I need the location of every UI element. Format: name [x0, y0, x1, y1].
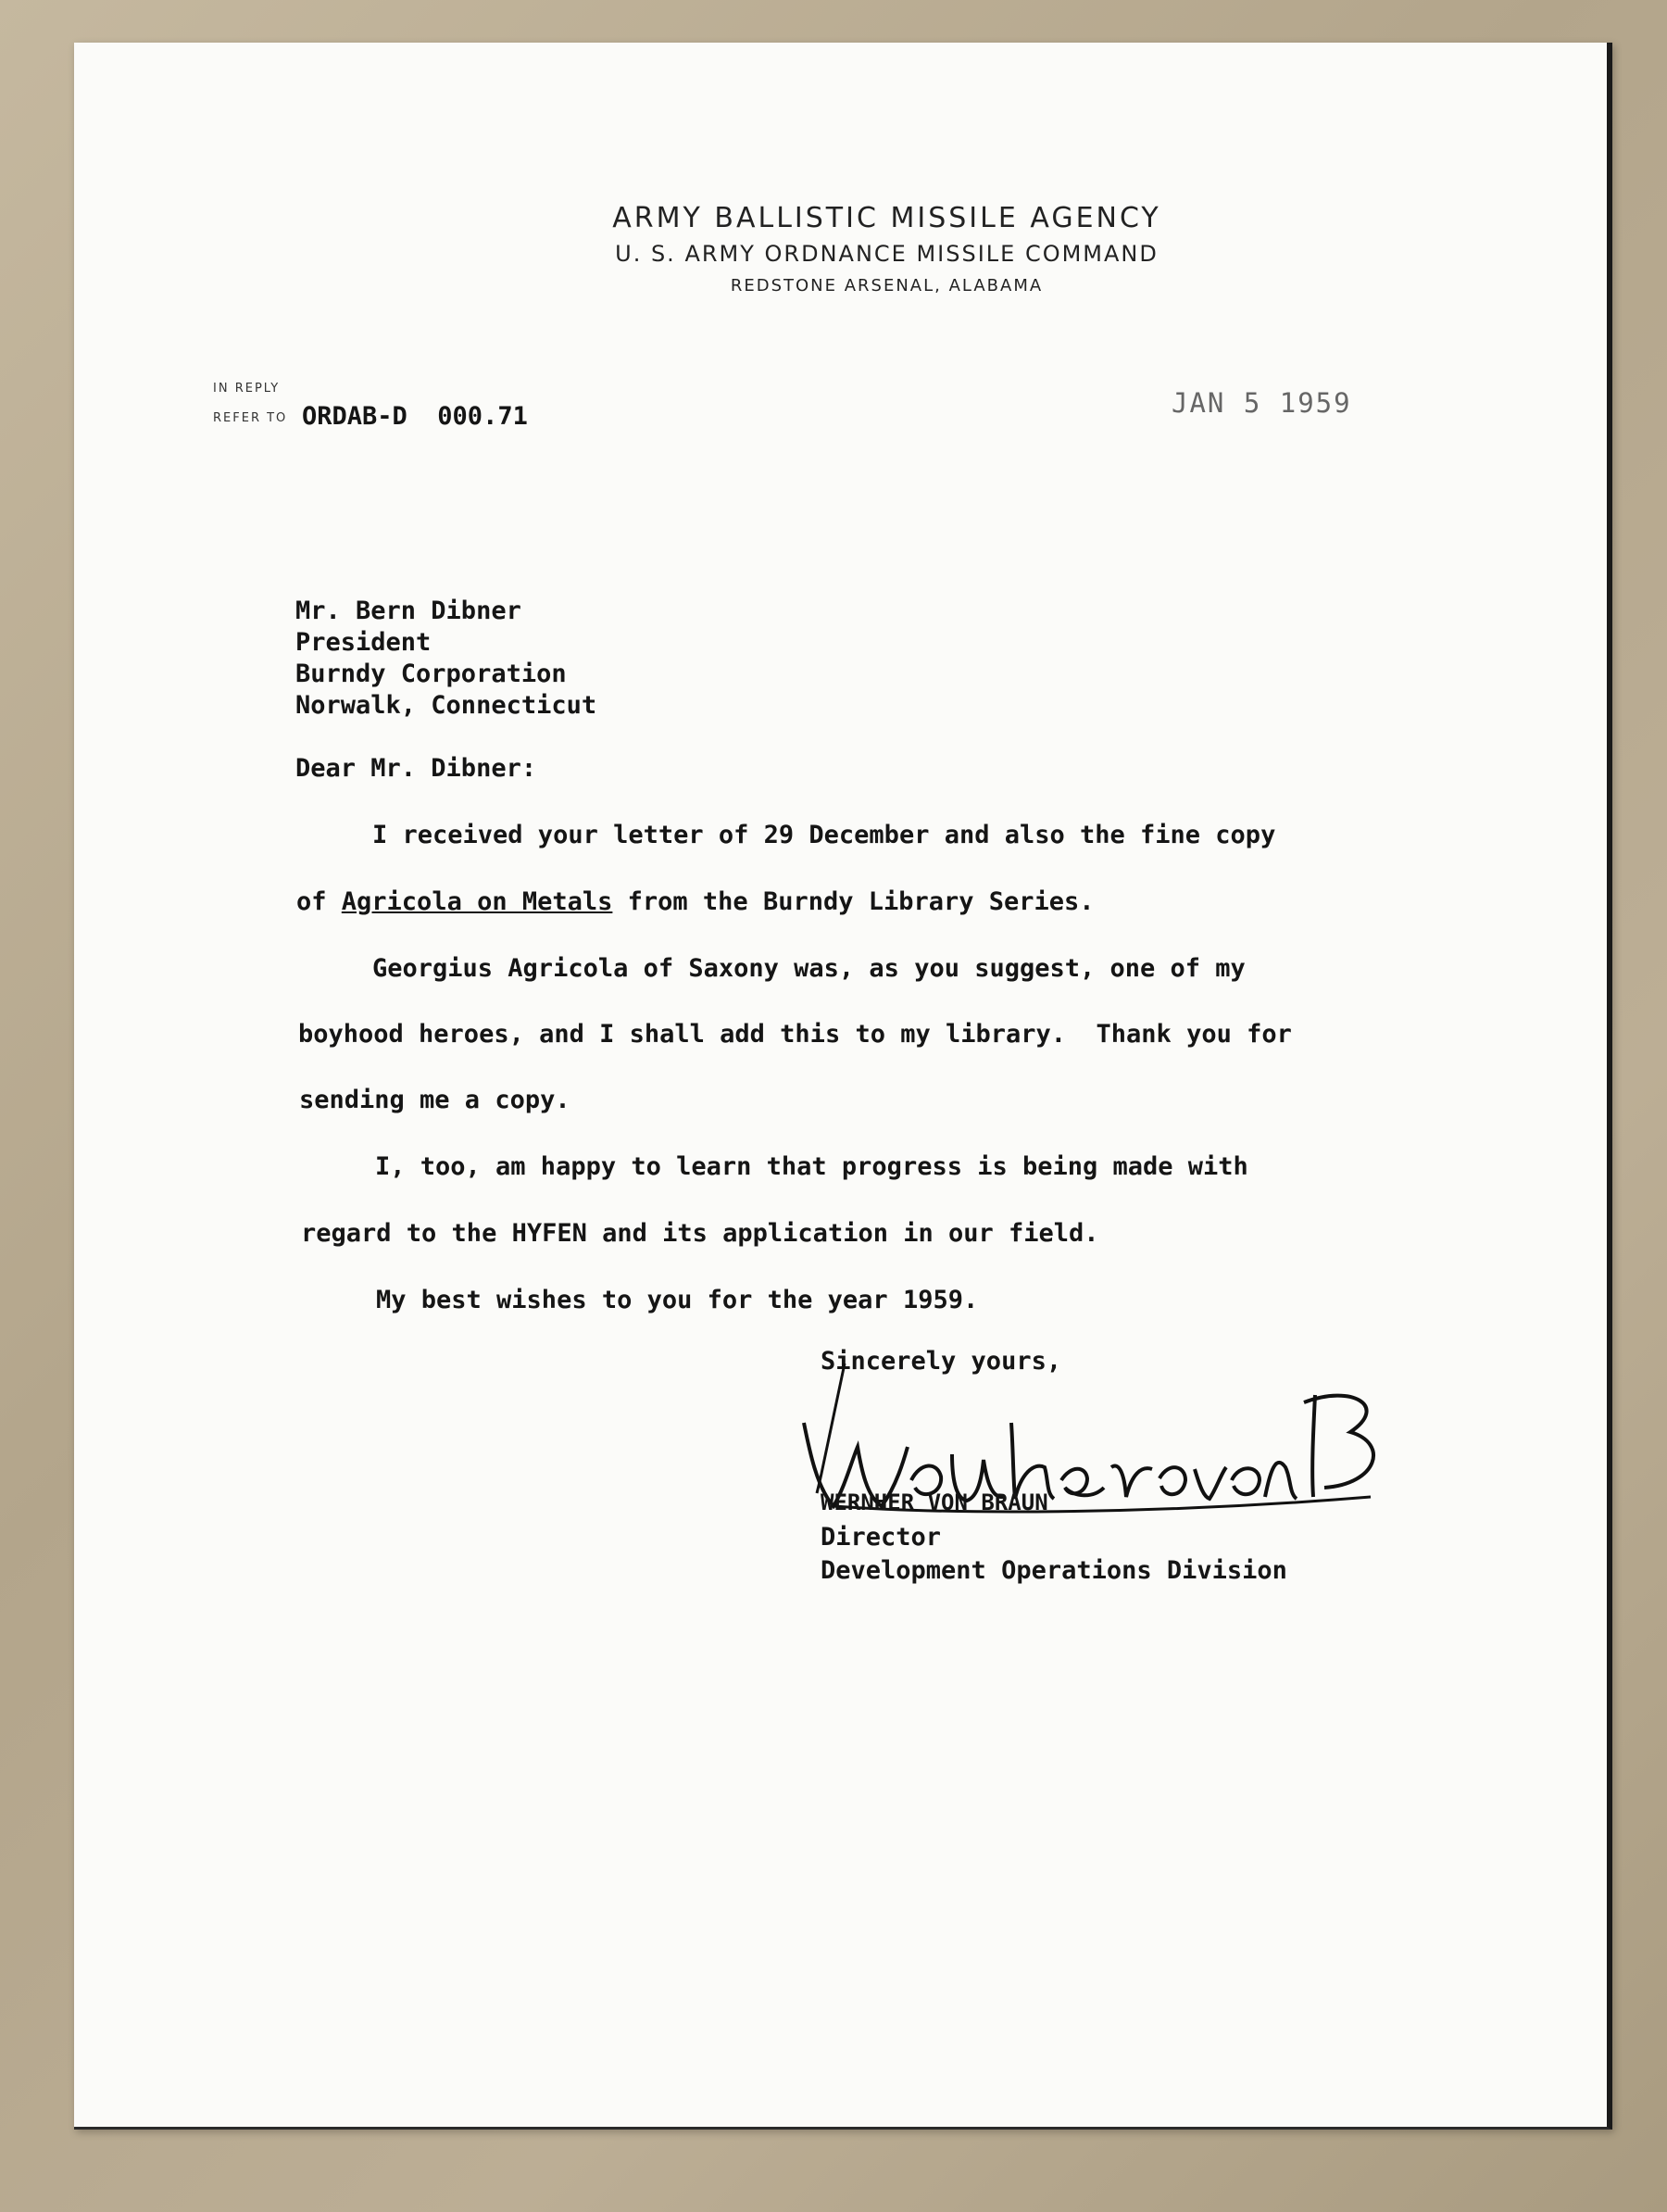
refer-to-label: REFER TO	[213, 411, 288, 425]
recipient-company: Burndy Corporation	[295, 660, 567, 688]
body-line: Georgius Agricola of Saxony was, as you suggest, one of my	[372, 954, 1246, 983]
body-line: My best wishes to you for the year 1959.	[376, 1286, 979, 1314]
body-line: I, too, am happy to learn that progress is being made with	[375, 1152, 1248, 1181]
letterhead-location: REDSTONE ARSENAL, ALABAMA	[730, 276, 1044, 295]
salutation: Dear Mr. Dibner:	[295, 754, 537, 783]
in-reply-label: IN REPLY	[213, 382, 281, 396]
body-line: of Agricola on Metals from the Burndy Library Series.	[296, 887, 1095, 916]
signatory-title: Director	[821, 1523, 942, 1552]
body-line: I received your letter of 29 December and also the fine copy	[372, 821, 1276, 849]
body-line: regard to the HYFEN and its application in our field.	[301, 1219, 1099, 1248]
book-title: Agricola on Metals	[341, 887, 613, 916]
recipient-title: President	[295, 628, 432, 657]
body-line: boyhood heroes, and I shall add this to my library. Thank you for	[298, 1020, 1292, 1049]
letter-page	[74, 43, 1612, 2130]
body-line: sending me a copy.	[299, 1086, 570, 1114]
date-stamp: JAN 5 1959	[1172, 387, 1352, 419]
signatory-division: Development Operations Division	[821, 1556, 1287, 1585]
recipient-name: Mr. Bern Dibner	[295, 597, 521, 625]
recipient-city: Norwalk, Connecticut	[295, 691, 597, 720]
reference-code: ORDAB-D 000.71	[302, 402, 528, 431]
closing: Sincerely yours,	[821, 1347, 1062, 1376]
letterhead-agency: ARMY BALLISTIC MISSILE AGENCY	[612, 202, 1161, 234]
letterhead-command: U. S. ARMY ORDNANCE MISSILE COMMAND	[615, 241, 1159, 267]
signatory-name: WERNHER VON BRAUN	[821, 1489, 1048, 1515]
